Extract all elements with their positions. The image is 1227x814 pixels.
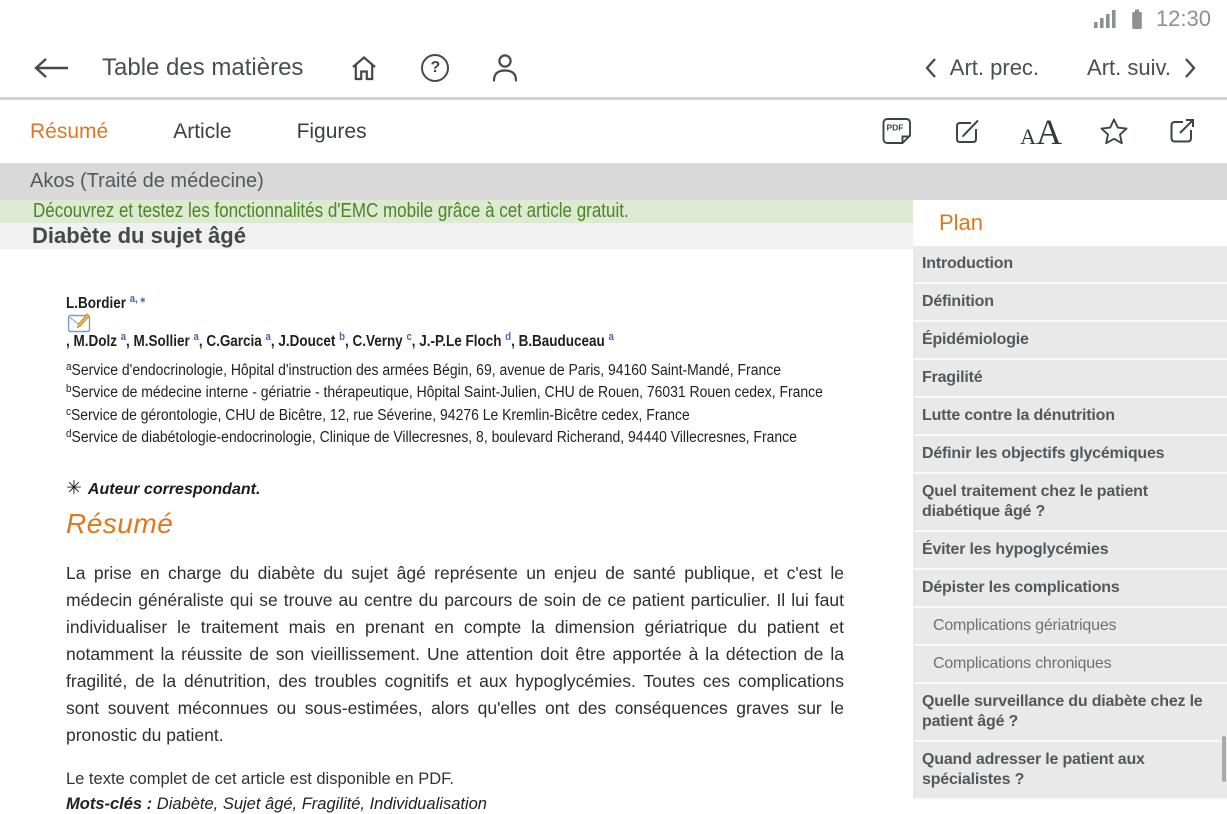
plan-item[interactable]: Épidémiologie xyxy=(913,322,1227,360)
abstract-text: La prise en charge du diabète du sujet âgé représente un enjeu de santé publique, et c'est le médecin généraliste qui se trouve au centre du parcours de soin de ce patient particulier. Il lui faut individualiser le traitement mais en prenant en compte la dimension gériatrique du patient et notamment la réussite de son vieillissement. Une attention doit être apportée à la détection de la fragilité, de la dénutrition, des troubles cognitifs et aux hypoglycémies. Toutes ces complications sont souvent méconnues ou sous-estimées, alors qu'elles ont des conséquences graves sur le pronostic du patient. xyxy=(66,562,844,745)
favorite-star-icon[interactable] xyxy=(1099,117,1129,146)
author-name: C.Garcia xyxy=(206,333,262,350)
author-affiliation-sup[interactable]: a, ⁎ xyxy=(129,293,146,305)
plan-item[interactable]: Quand adresser le patient aux spécialistes ? xyxy=(913,742,1227,800)
author-affiliation-sup[interactable]: a xyxy=(193,331,199,343)
affiliation-sup: b xyxy=(66,383,72,396)
author-affiliation-sup[interactable]: d xyxy=(505,331,512,343)
plan-header: Plan xyxy=(913,200,1227,246)
corresponding-author-email-icon[interactable] xyxy=(68,313,91,333)
abstract-heading: Résumé xyxy=(66,507,174,539)
previous-article-button[interactable]: Art. prec. xyxy=(924,55,1039,81)
back-arrow-icon[interactable] xyxy=(30,55,72,81)
chevron-right-icon xyxy=(1183,56,1197,80)
author-line: L.Bordier $^{a, ⁎}$ , M.Dolz $^a$, M.Sollier $^a$, C.Garcia $^a$, J.Doucet $^b$, C.Verny $^c$, J.-P.Le Floch $^d$, B.Bauduceau $^a$ xyxy=(66,293,614,350)
plan-item[interactable]: Complications gériatriques xyxy=(913,608,1227,646)
svg-text:PDF: PDF xyxy=(886,122,904,133)
article-column xyxy=(0,200,913,814)
plan-item[interactable]: Définir les objectifs glycémiques xyxy=(913,436,1227,474)
author-name: M.Sollier xyxy=(133,333,190,350)
navigation-bar xyxy=(0,38,1227,100)
author-name: L.Bordier xyxy=(66,295,126,312)
plan-item[interactable]: Complications chroniques xyxy=(913,646,1227,684)
affiliation-sup: d xyxy=(66,428,72,441)
tab-bar xyxy=(0,100,1227,163)
author-name: J.Doucet xyxy=(278,333,336,350)
asterisk-icon: ✳ xyxy=(66,477,82,499)
battery-icon xyxy=(1130,8,1144,31)
breadcrumb xyxy=(0,163,1227,200)
keywords-label: Mots-clés : xyxy=(66,795,153,814)
plan-item[interactable]: Introduction xyxy=(913,246,1227,284)
font-size-icon[interactable]: AA xyxy=(1020,111,1062,152)
author-name: M.Dolz xyxy=(73,333,117,350)
keywords-values: Diabète, Sujet âgé, Fragilité, Individualisation xyxy=(156,795,487,814)
plan-sidebar xyxy=(913,200,1227,800)
sidebar-scrollbar[interactable] xyxy=(1222,736,1226,782)
plan-item[interactable]: Lutte contre la dénutrition xyxy=(913,398,1227,436)
status-bar xyxy=(0,0,1227,38)
author-name: B.Bauduceau xyxy=(518,333,605,350)
affiliations xyxy=(66,360,843,450)
article-toolbar xyxy=(879,111,1197,152)
plan-item[interactable]: Définition xyxy=(913,284,1227,322)
author-affiliation-sup[interactable]: a xyxy=(608,331,614,343)
article-body xyxy=(0,249,913,814)
promo-banner-text: Découvrez et testez les fonctionnalités d'EMC mobile grâce à cet article gratuit. xyxy=(33,200,629,222)
affiliation-line: $^c$Service de gérontologie, CHU de Bicêtre, 12, rue Séverine, 94276 Le Kremlin-Bicêtre cedex, France xyxy=(66,405,690,424)
plan-list xyxy=(913,246,1227,800)
corresponding-author-note: ✳ Auteur correspondant. xyxy=(66,477,261,499)
annotate-icon[interactable] xyxy=(951,116,983,148)
tab-figures[interactable]: Figures xyxy=(296,119,367,143)
plan-item[interactable]: Fragilité xyxy=(913,360,1227,398)
account-icon[interactable] xyxy=(491,53,519,83)
next-article-button[interactable]: Art. suiv. xyxy=(1087,55,1197,81)
author-affiliation-sup[interactable]: b xyxy=(339,331,345,343)
affiliation-sup: c xyxy=(66,405,71,418)
signal-strength-icon xyxy=(1092,8,1118,30)
chevron-left-icon xyxy=(924,56,938,80)
affiliation-sup: a xyxy=(66,361,72,373)
content-area xyxy=(0,200,1227,814)
home-icon[interactable] xyxy=(349,54,379,82)
page-title: Table des matières xyxy=(102,53,304,81)
tab-article[interactable]: Article xyxy=(173,119,232,143)
author-name: C.Verny xyxy=(352,333,403,350)
author-affiliation-sup[interactable]: a xyxy=(120,331,127,343)
plan-item[interactable]: Quel traitement chez le patient diabétique âgé ? xyxy=(913,474,1227,532)
author-name: J.-P.Le Floch xyxy=(419,333,502,350)
pdf-icon[interactable] xyxy=(879,115,914,148)
pdf-availability-note: Le texte complet de cet article est disponible en PDF. xyxy=(66,770,454,789)
article-title: Diabète du sujet âgé xyxy=(32,223,246,248)
share-icon[interactable] xyxy=(1166,116,1197,147)
affiliation-line: $^b$Service de médecine interne - gériatrie - thérapeutique, Hôpital Saint-Julien, CHU de Rouen, 76031 Rouen cedex, France xyxy=(66,383,823,402)
keywords-line xyxy=(66,795,843,814)
tab-resume[interactable]: Résumé xyxy=(30,119,109,143)
author-affiliation-sup[interactable]: a xyxy=(265,331,271,343)
affiliation-line: $^a$Service d'endocrinologie, Hôpital d'instruction des armées Bégin, 69, avenue de Paris, 94160 Saint-Mandé, France xyxy=(66,361,781,379)
clock: 12:30 xyxy=(1155,6,1211,31)
breadcrumb-label: Akos (Traité de médecine) xyxy=(30,170,264,192)
plan-item[interactable]: Quelle surveillance du diabète chez le patient âgé ? xyxy=(913,684,1227,742)
plan-item[interactable]: Éviter les hypoglycémies xyxy=(913,532,1227,570)
promo-banner[interactable] xyxy=(0,200,913,223)
plan-item[interactable]: Dépister les complications xyxy=(913,570,1227,608)
help-icon[interactable]: ? xyxy=(421,54,449,82)
affiliation-line: $^d$Service de diabétologie-endocrinologie, Clinique de Villecresnes, 8, boulevard Richerand, 94440 Villecresnes, France xyxy=(66,428,797,447)
author-affiliation-sup[interactable]: c xyxy=(406,331,412,343)
article-title-bar xyxy=(0,223,913,249)
